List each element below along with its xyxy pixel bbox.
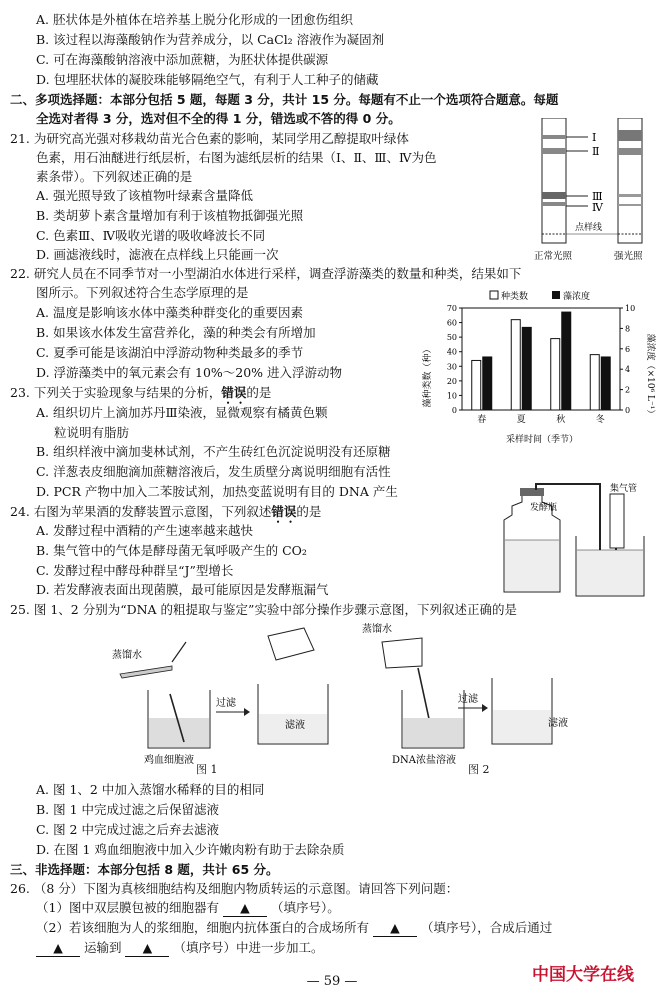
chart-legend — [490, 290, 590, 302]
q21-stem-line2: 色素，用石油醚进行纸层析，右图为滤纸层析的结果（Ⅰ、Ⅱ、Ⅲ、Ⅳ为色 — [36, 150, 437, 165]
y-right-tick-label: 8 — [625, 324, 631, 334]
tube-label: 集气管 — [610, 484, 638, 494]
gas-collecting-tube — [610, 494, 624, 548]
y-left-tick-label: 40 — [446, 347, 457, 357]
band-4-label: Ⅳ — [592, 201, 603, 214]
q20-option-a: A. 胚状体是外植体在培养基上脱分化形成的一团愈伤组织 — [36, 12, 353, 27]
q25-option-c: C. 图 2 中完成过滤之后弃去滤液 — [36, 822, 219, 837]
q24-stem: 24. 右图为苹果酒的发酵装置示意图，下列叙述错误的是 — [10, 504, 322, 519]
q25-stem: 25. 图 1、2 分别为“DNA 的粗提取与鉴定”实验中部分操作步骤示意图，下列叙述正确的是 — [10, 602, 517, 617]
y-right-tick-label: 10 — [625, 304, 636, 313]
band-3-strong — [618, 194, 642, 197]
q21-option-c: C. 色素Ⅲ、Ⅳ吸收光谱的吸收峰波长不同 — [36, 228, 266, 243]
q22-option-d: D. 浮游藻类中的氧元素会有 10%～20% 进入浮游动物 — [36, 365, 343, 380]
y-left-tick-label: 60 — [446, 318, 457, 328]
fig2-solution-label: DNA浓盐溶液 — [392, 755, 456, 766]
fig1-cells-label: 鸡血细胞液 — [144, 755, 194, 766]
band-1-normal — [542, 135, 566, 139]
q26-part2-line1: （2）若该细胞为人的浆细胞，细胞内抗体蛋白的合成场所有 ▲ （填序号），合成后通过 — [36, 920, 553, 935]
q24-option-b: B. 集气管中的气体是酵母菌无氧呼吸产生的 CO₂ — [36, 543, 307, 558]
y-left-tick-label: 30 — [446, 362, 457, 372]
fig1-glass-rod-top — [172, 642, 186, 662]
y-axis-left-label: 藻种类数（种） — [423, 344, 433, 408]
q26-blank-4: ▲ — [125, 940, 169, 957]
y-left-tick-label: 0 — [451, 406, 457, 415]
bottle-stopper — [520, 488, 544, 496]
section2-heading-line1: 二、多项选择题：本部分包括 5 题，每题 3 分，共计 15 分。每题有不止一个选项符合题意。每题 — [10, 92, 559, 107]
y-right-tick-label: 6 — [625, 344, 631, 354]
bar-species-count — [511, 320, 520, 410]
q22-stem-line2: 图所示。下列叙述符合生态学原理的是 — [36, 285, 249, 300]
x-axis-label: 采样时间（季节） — [505, 435, 579, 445]
q23-option-c: C. 洋葱表皮细胞滴加蔗糖溶液后，发生质壁分离说明细胞有活性 — [36, 464, 391, 479]
fig2-pouring-cup — [382, 638, 422, 668]
q21-stem-line1: 21. 为研究高光强对移栽幼苗光合色素的影响，某同学用乙醇提取叶绿体 — [10, 131, 409, 146]
q25-option-b: B. 图 1 中完成过滤之后保留滤液 — [36, 802, 220, 817]
fig2-filter-label: 过滤 — [458, 694, 478, 705]
q20-option-b: B. 该过程以海藻酸钠作为营养成分，以 CaCl₂ 溶液作为凝固剂 — [36, 32, 385, 47]
q26-blank-3: ▲ — [36, 940, 80, 957]
bottle-label: 发酵瓶 — [530, 503, 558, 513]
algae-bar-chart — [420, 288, 656, 446]
bar-algae-concentration — [601, 357, 610, 410]
band-2-label: Ⅱ — [592, 145, 600, 158]
band-1-label: Ⅰ — [592, 131, 597, 144]
origin-label: 点样线 — [575, 223, 603, 233]
band-4-normal — [542, 202, 566, 206]
legend-swatch-concentration — [552, 291, 560, 299]
q20-option-d: D. 包埋胚状体的凝胶珠能够隔绝空气，有利于人工种子的储藏 — [36, 72, 379, 87]
fig1-water-label: 蒸馏水 — [112, 650, 142, 661]
q25-option-a: A. 图 1、2 中加入蒸馏水稀释的目的相同 — [36, 782, 265, 797]
band-2-strong — [618, 148, 642, 155]
page-number: — 59 — — [306, 974, 358, 989]
y-left-tick-label: 20 — [446, 376, 457, 386]
q23-stem-emphasis: 错误 — [221, 385, 247, 400]
y-right-tick-label: 4 — [625, 365, 631, 375]
fig2-filtrate-label: 滤液 — [548, 718, 568, 729]
chromatography-figure — [532, 118, 660, 268]
figure-1-caption: 图 1 — [196, 763, 218, 776]
bar-algae-concentration — [522, 327, 531, 410]
bar-algae-concentration — [562, 312, 571, 410]
band-2-normal — [542, 148, 566, 154]
q21-option-a: A. 强光照导致了该植物叶绿素含量降低 — [36, 188, 253, 203]
q22-option-b: B. 如果该水体发生富营养化，藻的种类会有所增加 — [36, 325, 316, 340]
y-left-tick-label: 50 — [446, 333, 457, 343]
fig1-pouring-cup — [268, 628, 314, 660]
figure-1 — [100, 618, 340, 776]
band-1-strong — [618, 130, 642, 141]
fig2-water-label: 蒸馏水 — [362, 624, 392, 635]
section3-heading: 三、非选择题：本部分包括 8 题，共计 65 分。 — [10, 862, 279, 877]
q23-option-a-line2: 粒说明有脂肪 — [54, 425, 130, 440]
q23-stem: 23. 下列关于实验现象与结果的分析，错误的是 — [10, 385, 272, 400]
y-right-tick-label: 0 — [625, 406, 631, 415]
fermentation-liquid — [505, 540, 559, 591]
q26-part1: （1）图中双层膜包被的细胞器有 ▲ （填序号）。 — [36, 900, 340, 915]
q24-option-a: A. 发酵过程中酒精的产生速率越来越快 — [36, 523, 253, 538]
q26-part2-line2: ▲ 运输到 ▲ （填序号）中进一步加工。 — [36, 940, 323, 957]
q24-option-d: D. 若发酵液表面出现菌膜，最可能原因是发酵瓶漏气 — [36, 582, 329, 597]
band-3-label: Ⅲ — [592, 190, 603, 203]
x-tick-label: 冬 — [595, 415, 605, 425]
q26-stem: 26. （8 分）下图为真核细胞结构及细胞内物质转运的示意图。请回答下列问题： — [10, 881, 459, 896]
q21-stem-line3: 素条带）。下列叙述正确的是 — [36, 169, 193, 184]
q21-option-b: B. 类胡萝卜素含量增加有利于该植物抵御强光照 — [36, 208, 304, 223]
q26-blank-1: ▲ — [223, 900, 267, 917]
legend-label-concentration: 藻浓度 — [563, 292, 591, 302]
legend-label-species: 种类数 — [501, 292, 529, 302]
fig1-pouring-beaker — [120, 666, 172, 678]
x-tick-label: 夏 — [516, 415, 526, 425]
watermark-logo: 中国大学在线 — [532, 965, 634, 985]
q22-stem-line1: 22. 研究人员在不同季节对一小型湖泊水体进行采样，调查浮游藻类的数量和种类，结果如下 — [10, 266, 522, 281]
q21-option-d: D. 画滤液线时，滤液在点样线上只能画一次 — [36, 247, 279, 262]
q24-stem-emphasis: 错误 — [271, 504, 297, 519]
bar-algae-concentration — [483, 357, 492, 410]
figure-2 — [352, 618, 592, 776]
band-3-normal — [542, 192, 566, 199]
y-right-tick-label: 2 — [625, 385, 631, 395]
y-axis-right-label: 藻浓度（×10⁶ L⁻¹） — [645, 333, 655, 419]
fermentation-apparatus-figure — [488, 480, 660, 600]
q22-option-c: C. 夏季可能是该湖泊中浮游动物种类最多的季节 — [36, 345, 304, 360]
bar-species-count — [551, 339, 560, 410]
fig1-filtrate-label: 滤液 — [285, 720, 305, 731]
legend-swatch-species — [490, 291, 498, 299]
q23-option-a-line1: A. 组织切片上滴加苏丹Ⅲ染液，显微观察有橘黄色颗 — [36, 405, 328, 420]
normal-light-label: 正常光照 — [534, 251, 573, 262]
fig1-filter-label: 过滤 — [216, 698, 236, 709]
q23-option-b: B. 组织样液中滴加斐林试剂，不产生砖红色沉淀说明没有还原糖 — [36, 444, 391, 459]
q26-blank-2: ▲ — [373, 920, 417, 937]
x-tick-label: 秋 — [556, 415, 566, 425]
q23-option-d: D. PCR 产物中加入二苯胺试剂，加热变蓝说明有目的 DNA 产生 — [36, 484, 398, 499]
bar-species-count — [472, 360, 481, 410]
q22-option-a: A. 温度是影响该水体中藻类种群变化的重要因素 — [36, 305, 303, 320]
y-left-tick-label: 70 — [446, 304, 457, 313]
figure-2-caption: 图 2 — [468, 763, 490, 776]
strong-light-label: 强光照 — [614, 251, 643, 262]
q25-option-d: D. 在图 1 鸡血细胞液中加入少许嫩肉粉有助于去除杂质 — [36, 842, 345, 857]
x-tick-label: 春 — [477, 415, 487, 425]
y-left-tick-label: 10 — [446, 391, 457, 401]
section2-heading-line2: 全选对者得 3 分，选对但不全的得 1 分，错选或不答的得 0 分。 — [36, 111, 401, 126]
q20-option-c: C. 可在海藻酸钠溶液中添加蔗糖，为胚状体提供碳源 — [36, 52, 329, 67]
q24-option-c: C. 发酵过程中酵母种群呈“J”型增长 — [36, 563, 234, 578]
bar-species-count — [590, 355, 599, 410]
band-4-strong — [618, 204, 642, 206]
